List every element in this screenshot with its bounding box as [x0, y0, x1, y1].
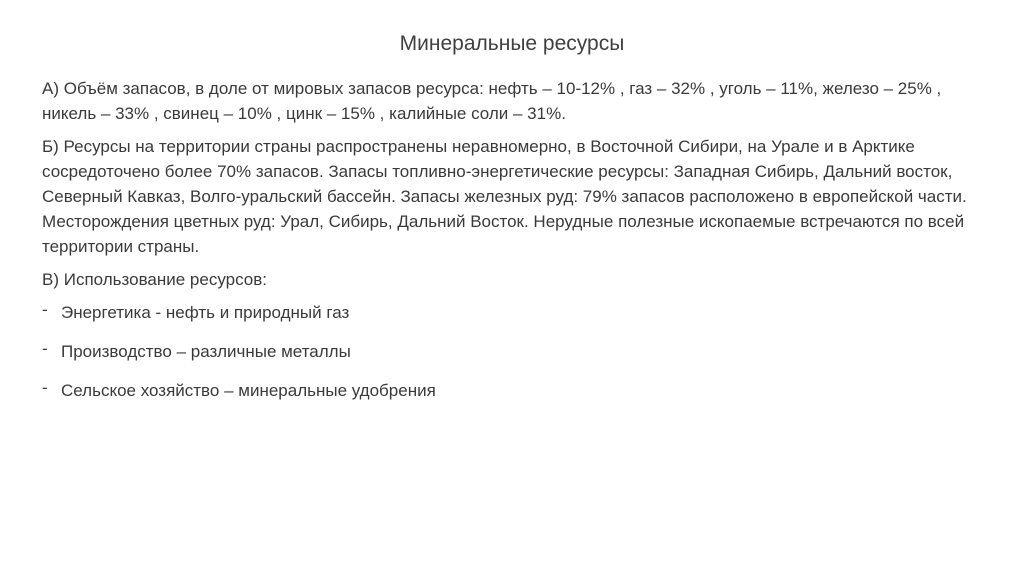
bullet-item [42, 300, 992, 325]
bullet-item [42, 378, 992, 403]
bullet-item [42, 339, 992, 364]
slide-title: Минеральные ресурсы [399, 32, 625, 55]
paragraph-b: Б) Ресурсы на территории страны распространены неравномерно, в Восточной Сибири, на Урале и в Арктике сосредоточено более 70% запасов. Запасы топливно-энергетические ресурсы: Западная Сибирь, Дальний восток, Северный Кавказ, Волго-уральский бассейн. Запасы железных руд: 79% запасов расположено в европейской части. Месторождения цветных руд: Урал, Сибирь, Дальний Восток. Нерудные полезные ископаемые встречаются по всей территории страны. [42, 137, 967, 256]
bullet-marker: - [42, 378, 48, 397]
bullet-text: Энергетика - нефть и природный газ [61, 303, 350, 322]
bullet-marker: - [42, 300, 48, 319]
paragraph-c: В) Использование ресурсов: [42, 270, 267, 289]
bullet-marker: - [42, 339, 48, 358]
slide-content [42, 76, 992, 417]
bullet-text: Сельское хозяйство – минеральные удобрения [61, 381, 436, 400]
bullet-text: Производство – различные металлы [61, 342, 351, 361]
paragraph-a: А) Объём запасов, в доле от мировых запасов ресурса: нефть – 10-12% , газ – 32% , уголь – 11%, железо – 25% , никель – 33% , свинец – 10% , цинк – 15% , калийные соли – 31%. [42, 79, 942, 123]
